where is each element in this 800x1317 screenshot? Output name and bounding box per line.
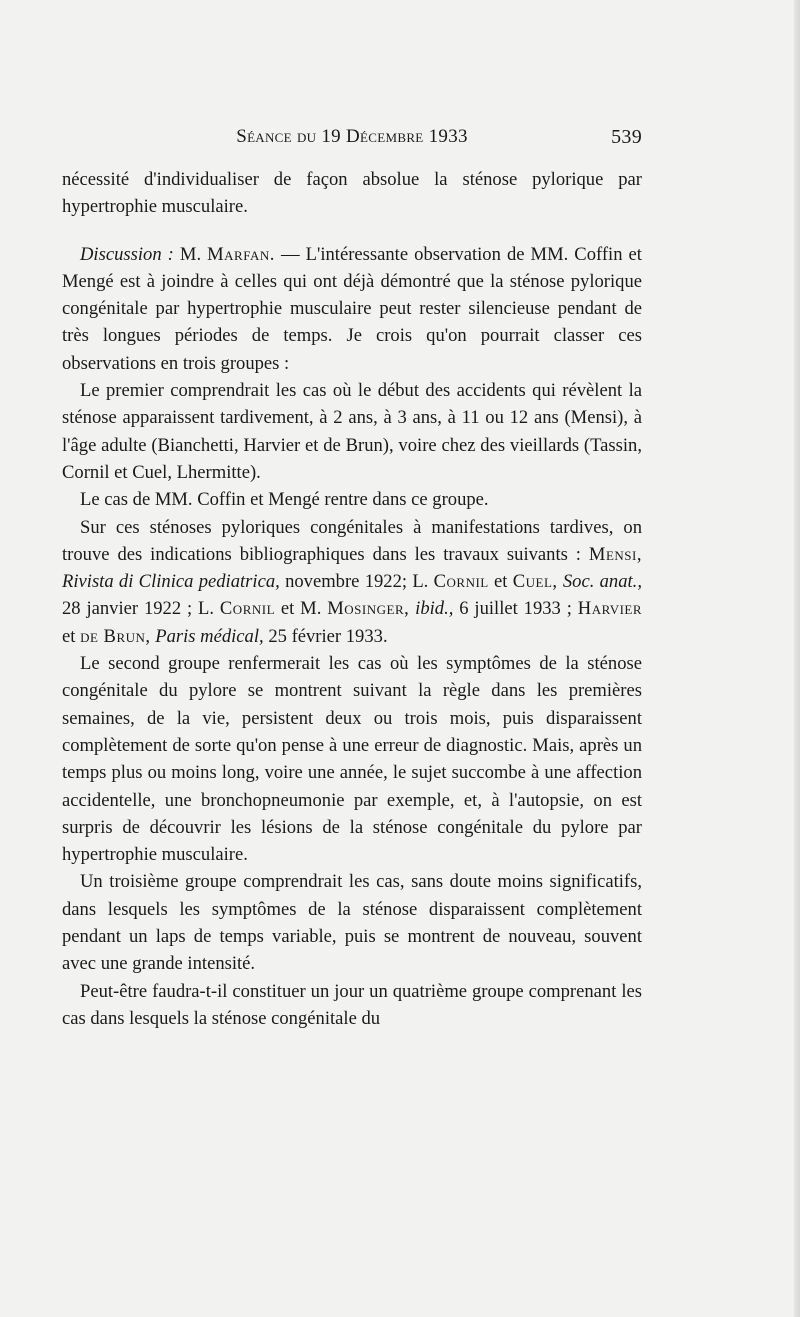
page-body	[62, 166, 642, 1032]
author-name: Cornil	[219, 598, 276, 620]
page-number: 539	[611, 126, 642, 148]
page-edge	[794, 0, 800, 1317]
paragraph: Peut-être faudra-t-il constituer un jour un quatrième groupe comprenant les cas dans lesquels la sténose congénitale du	[62, 980, 642, 1029]
paragraph: Le premier comprendrait les cas où le début des accidents qui révèlent la sténose apparaissent tardivement, à 2 ans, à 3 ans, à 11 ou 12 ans (Mensi), à l'âge adulte (Bianchetti, Harvier et de Brun), voire chez des vieillards (Tassin, Cornil et Cuel, Lhermitte).	[62, 380, 642, 483]
discussion-paragraph: Discussion : M. Marfan. — L'intéressante observation de MM. Coffin et Mengé est à joindre à celles qui ont déjà démontré que la sténose pylorique congénitale par hypertrophie musculaire peut rester silencieuse pendant de très longues périodes de temps. Je crois qu'on pourrait classer ces observations en trois groupes :	[62, 243, 642, 374]
author-name: Cuel,	[512, 571, 558, 593]
author-name: de Brun,	[80, 625, 151, 647]
journal-title: Soc. anat.,	[562, 571, 642, 593]
running-head	[62, 126, 642, 154]
author-name: Mosinger,	[327, 598, 410, 620]
journal-title: Paris médical,	[155, 625, 264, 647]
author-name: Harvier	[577, 598, 643, 620]
paragraph: Le cas de MM. Coffin et Mengé rentre dans ce groupe.	[80, 489, 489, 511]
author-name: Mensi,	[588, 543, 642, 565]
speaker-name: Marfan.	[207, 243, 275, 265]
paragraph: Le second groupe renfermerait les cas où les symptômes de la sténose congénitale du pylore se montrent suivant la règle dans les premières semaines, de la vie, persistent deux ou trois mois, puis disparaissent complètement de sorte qu'on pense à une erreur de diagnostic. Mais, après un temps plus ou moins long, voire une année, le sujet succombe à une affection accidentelle, une bronchopneumonie par exemple, et, à l'autopsie, on est surpris de découvrir les lésions de la sténose congénitale du pylore par hypertrophie musculaire.	[62, 653, 642, 866]
running-head-title: Séance du 19 Décembre 1933	[236, 126, 468, 147]
journal-title: ibid.,	[415, 598, 454, 620]
paragraph: Un troisième groupe comprendrait les cas, sans doute moins significatifs, dans lesquels les symptômes de la sténose disparaissent complètement pendant un laps de temps variable, puis se montrent de nouveau, souvent avec une grande intensité.	[62, 871, 642, 975]
journal-title: Rivista di Clinica pediatrica,	[62, 571, 280, 593]
paragraph: nécessité d'individualiser de façon absolue la sténose pylorique par hypertrophie musculaire.	[62, 169, 642, 218]
discussion-label: Discussion :	[80, 243, 174, 265]
author-name: Cornil	[433, 571, 489, 593]
bibliography-paragraph: Sur ces sténoses pyloriques congénitales à manifestations tardives, on trouve des indications bibliographiques dans les travaux suivants : Mensi, Rivista di Clinica pediatrica, novembre 1922; L. Cornil et Cuel, Soc. anat., 28 janvier 1922 ; L. Cornil et M. Mosinger, ibid., 6 juillet 1933 ; Harvier et de Brun, Paris médical, 25 février 1933.	[62, 516, 643, 647]
